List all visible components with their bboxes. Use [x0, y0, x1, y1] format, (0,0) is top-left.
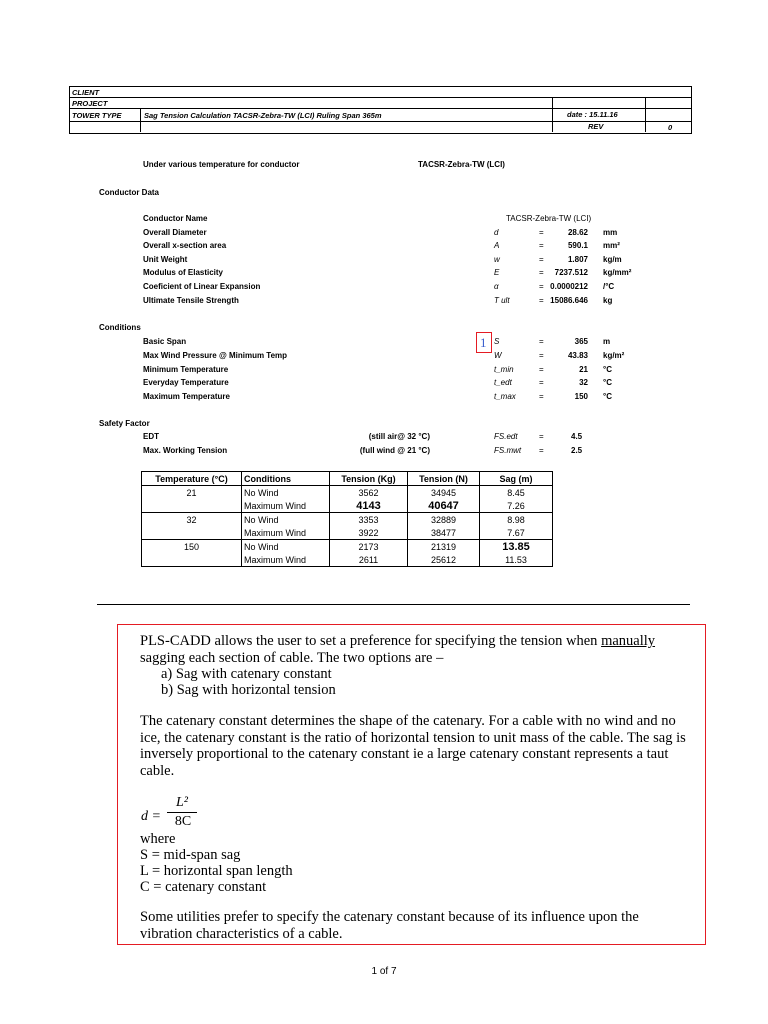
formula-denominator: 8C — [174, 814, 192, 829]
note-def-s: S = mid-span sag — [140, 847, 241, 863]
conductor-data-unit: mm² — [603, 241, 620, 251]
equals-sign: = — [539, 350, 544, 360]
tower-type-label: TOWER TYPE — [72, 111, 122, 120]
sag-cell: 13.85 — [480, 540, 553, 554]
safety-factor-condition: (full wind @ 21 °C) — [359, 445, 430, 455]
conductor-data-value: 15086.646 — [550, 295, 588, 305]
conductor-data-heading: Conductor Data — [99, 188, 159, 197]
safety-factor-label: EDT — [143, 432, 159, 441]
table-row — [142, 486, 553, 500]
note-paragraph-2: The catenary constant determines the shape of the catenary. For a cable with no wind and no ice, the catenary constant is the ratio of horizontal tension to unit mass of the cable. The sag is inversely proportional to the catenary constant ie a large catenary constant represents a taut cable. — [140, 713, 686, 779]
conditions-value: 32 — [579, 378, 588, 388]
table-row — [142, 513, 553, 527]
note-option-b: b) Sag with horizontal tension — [161, 682, 336, 698]
conductor-data-label: Conductor Name — [143, 214, 208, 223]
conditions-symbol: t_max — [494, 392, 516, 402]
tension-kg-cell: 2611 — [330, 553, 408, 567]
col-tension-kg: Tension (Kg) — [330, 472, 408, 486]
conductor-data-unit: /°C — [603, 282, 615, 291]
safety-factor-value: 4.5 — [571, 432, 583, 441]
note-paragraph-3: Some utilities prefer to specify the catenary constant because of its influence upon the vibration characteristics of a cable. — [140, 909, 639, 942]
conductor-data-symbol: E — [494, 268, 500, 278]
conductor-data-symbol: T ult — [494, 295, 510, 305]
sag-cell: 11.53 — [480, 553, 553, 567]
sag-cell: 8.45 — [480, 486, 553, 500]
equals-sign: = — [539, 432, 544, 441]
tension-kg-cell: 2173 — [330, 540, 408, 554]
conditions-cell: Maximum Wind — [242, 526, 330, 540]
conditions-heading: Conditions — [99, 323, 141, 332]
table-row — [142, 526, 553, 540]
rev-value: 0 — [668, 123, 673, 132]
equals-sign: = — [539, 337, 544, 346]
conditions-label: Minimum Temperature — [143, 364, 229, 374]
formula-numerator: L² — [176, 795, 188, 810]
tension-kg-cell: 3922 — [330, 526, 408, 540]
pls-cadd-note — [117, 624, 706, 945]
conductor-data-label: Ultimate Tensile Strength — [143, 295, 239, 305]
tension-n-cell: 38477 — [408, 526, 480, 540]
sag-cell: 7.67 — [480, 526, 553, 540]
conductor-data-unit: kg/m — [603, 254, 622, 264]
conditions-unit: kg/m² — [603, 350, 625, 360]
tension-n-cell: 25612 — [408, 553, 480, 567]
equals-sign: = — [539, 445, 544, 455]
temperature-cell: 32 — [142, 513, 242, 527]
conditions-cell: Maximum Wind — [242, 499, 330, 513]
conditions-cell: No Wind — [242, 540, 330, 554]
equals-sign: = — [539, 241, 544, 251]
temperature-cell: 150 — [142, 540, 242, 554]
marker-number: 1 — [480, 335, 487, 350]
conductor-data-label: Unit Weight — [143, 254, 188, 264]
intro-conductor: TACSR-Zebra-TW (LCI) — [418, 160, 505, 169]
sag-cell: 8.98 — [480, 513, 553, 527]
conditions-unit: m — [603, 337, 611, 346]
conductor-data-label: Coeficient of Linear Expansion — [143, 282, 261, 291]
conditions-symbol: t_edt — [494, 378, 512, 388]
safety-factor-heading: Safety Factor — [99, 419, 150, 428]
conductor-data-symbol: α — [494, 282, 499, 291]
conditions-label: Everyday Temperature — [143, 378, 229, 388]
tension-n-cell: 21319 — [408, 540, 480, 554]
conductor-data-value: 1.807 — [567, 254, 588, 264]
date-label: date : 15.11.16 — [567, 110, 618, 119]
temperature-cell — [142, 526, 242, 540]
equals-sign: = — [539, 254, 544, 264]
conditions-symbol: W — [494, 350, 502, 360]
marker-box — [476, 332, 492, 353]
client-label: CLIENT — [72, 88, 100, 97]
tension-kg-cell: 4143 — [330, 499, 408, 513]
conditions-symbol: S — [494, 337, 500, 346]
conductor-data-label: Overall Diameter — [143, 227, 207, 237]
conditions-symbol: t_min — [494, 364, 514, 374]
temperature-cell: 21 — [142, 486, 242, 500]
col-tension-n: Tension (N) — [408, 472, 480, 486]
intro-text: Under various temperature for conductor — [143, 160, 300, 169]
conditions-unit: °C — [603, 378, 612, 388]
project-label: PROJECT — [72, 99, 108, 108]
temperature-cell — [142, 553, 242, 567]
conditions-unit: °C — [603, 392, 612, 402]
conductor-data-value: 28.62 — [567, 227, 588, 237]
conductor-data-symbol: A — [494, 241, 500, 251]
conditions-value: 43.83 — [567, 350, 588, 360]
tension-n-cell: 40647 — [408, 499, 480, 513]
header-block — [69, 86, 692, 134]
col-sag: Sag (m) — [480, 472, 553, 486]
conductor-data-value: 0.0000212 — [550, 282, 588, 291]
equals-sign: = — [539, 268, 544, 278]
conductor-data-unit: mm — [603, 227, 618, 237]
conditions-cell: No Wind — [242, 486, 330, 500]
equals-sign: = — [539, 378, 544, 388]
conductor-data-symbol: w — [494, 254, 500, 264]
conditions-label: Max Wind Pressure @ Minimum Temp — [143, 350, 288, 360]
col-temperature: Temperature (°C) — [142, 472, 242, 486]
note-option-a: a) Sag with catenary constant — [161, 666, 332, 682]
safety-factor-condition: (still air@ 32 °C) — [368, 432, 430, 441]
conductor-data-value: 590.1 — [567, 241, 588, 251]
conditions-value: 150 — [574, 392, 588, 402]
table-row — [142, 499, 553, 513]
conditions-cell: No Wind — [242, 513, 330, 527]
conductor-data-value: 7237.512 — [554, 268, 588, 278]
tension-kg-cell: 3353 — [330, 513, 408, 527]
table-row — [142, 553, 553, 567]
rev-label: REV — [588, 122, 604, 131]
table-row — [142, 540, 553, 554]
equals-sign: = — [539, 282, 544, 291]
tension-n-cell: 32889 — [408, 513, 480, 527]
conditions-label: Maximum Temperature — [143, 392, 230, 402]
safety-factor-value: 2.5 — [571, 445, 583, 455]
temperature-cell — [142, 499, 242, 513]
document-title: Sag Tension Calculation TACSR-Zebra-TW (LCI) Ruling Span 365m — [144, 111, 382, 120]
tension-n-cell: 34945 — [408, 486, 480, 500]
safety-factor-symbol: FS.edt — [494, 432, 518, 441]
conditions-unit: °C — [603, 364, 612, 374]
section-divider — [97, 604, 690, 605]
col-conditions: Conditions — [242, 472, 330, 486]
page-number: 1 of 7 — [371, 966, 397, 977]
tension-kg-cell: 3562 — [330, 486, 408, 500]
conductor-data-value: TACSR-Zebra-TW (LCI) — [506, 214, 592, 223]
conditions-cell: Maximum Wind — [242, 553, 330, 567]
note-paragraph-1: PLS-CADD allows the user to set a preference for specifying the tension when manually sagging each section of cable. The two options are – — [140, 633, 656, 666]
equals-sign: = — [539, 364, 544, 374]
results-table — [141, 471, 553, 567]
sag-cell: 7.26 — [480, 499, 553, 513]
conditions-label: Basic Span — [143, 337, 187, 346]
conductor-data-symbol: d — [494, 227, 499, 237]
note-where: where — [140, 831, 176, 847]
note-def-l: L = horizontal span length — [140, 863, 293, 879]
conductor-data-label: Modulus of Elasticity — [143, 268, 224, 278]
results-header-row — [142, 472, 553, 486]
equals-sign: = — [539, 295, 544, 305]
note-def-c: C = catenary constant — [140, 879, 267, 895]
equals-sign: = — [539, 227, 544, 237]
conditions-value: 21 — [579, 364, 588, 374]
formula-lhs: d = — [141, 809, 161, 824]
conductor-data-label: Overall x-section area — [143, 241, 227, 251]
safety-factor-label: Max. Working Tension — [143, 445, 228, 455]
safety-factor-symbol: FS.mwt — [494, 445, 522, 455]
conductor-data-unit: kg — [603, 295, 613, 305]
formula-bar — [167, 812, 197, 813]
equals-sign: = — [539, 392, 544, 402]
conductor-data-unit: kg/mm² — [603, 268, 632, 278]
conditions-value: 365 — [574, 337, 588, 346]
